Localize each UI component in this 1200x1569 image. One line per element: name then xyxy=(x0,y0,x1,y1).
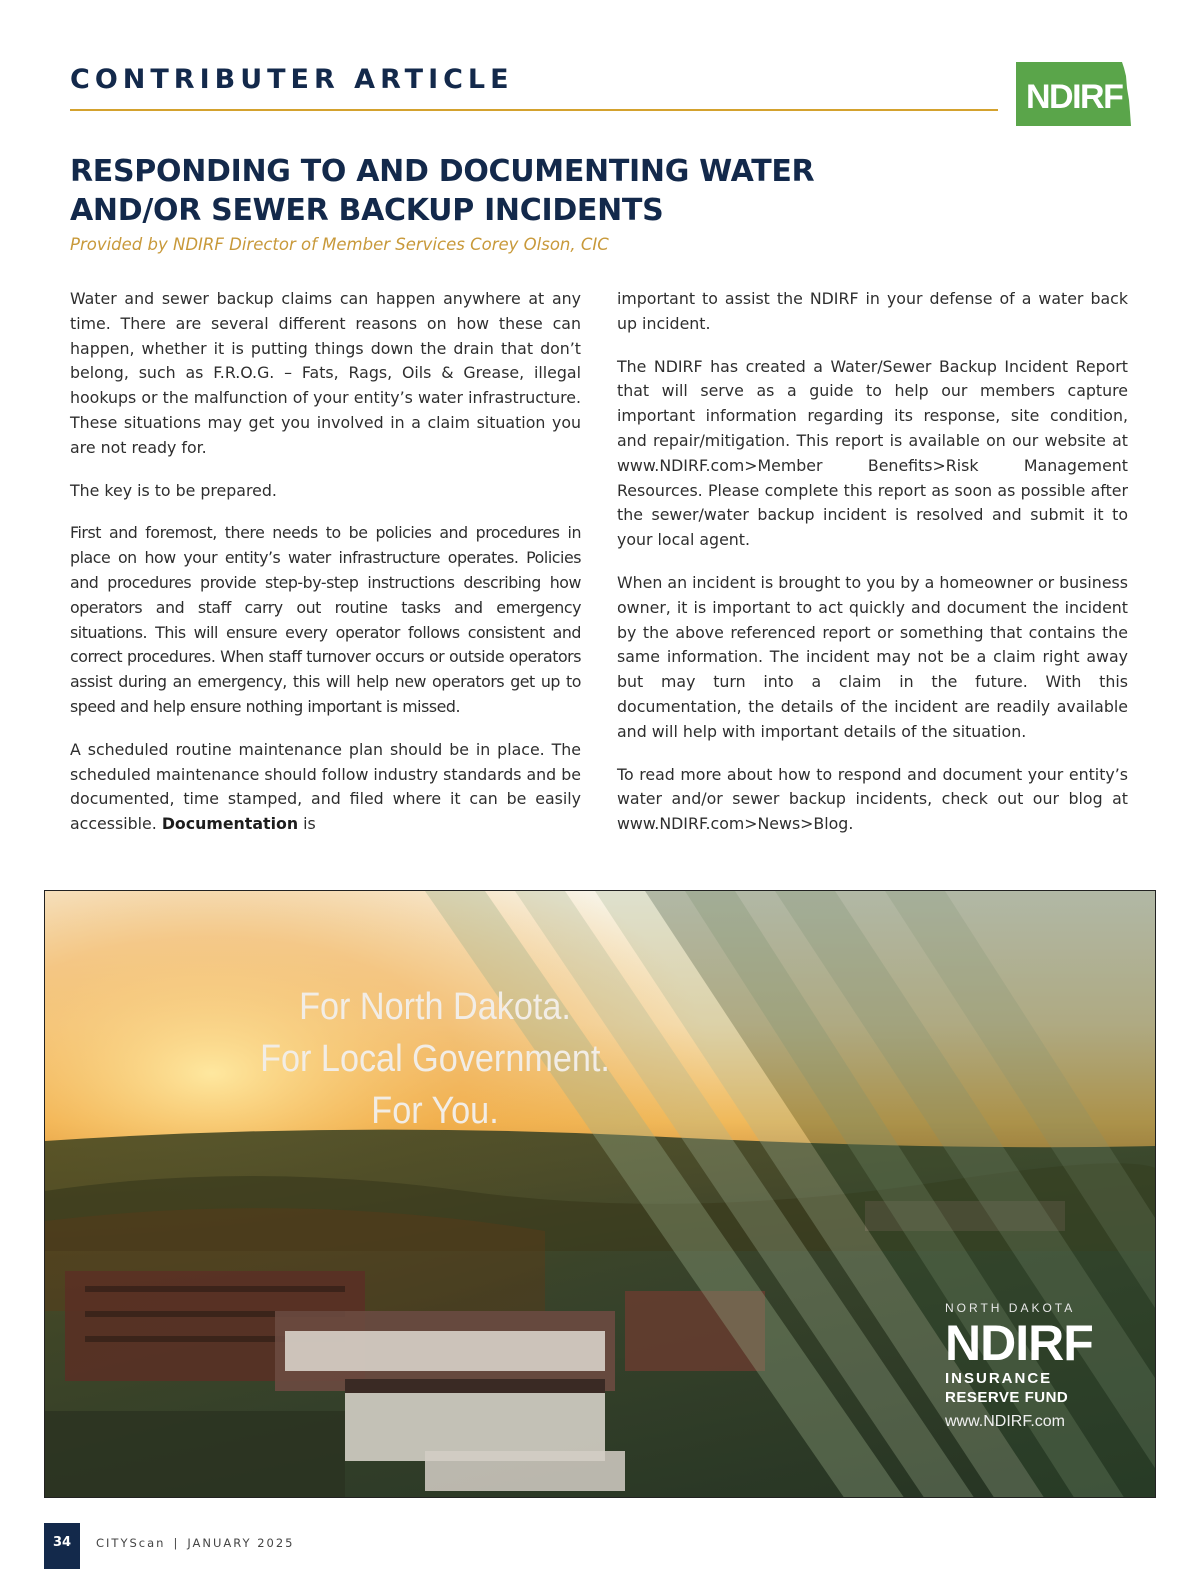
tagline-line-2: For Local Government. xyxy=(260,1038,610,1080)
article-title xyxy=(70,152,930,230)
tagline-line-1: For North Dakota. xyxy=(299,986,571,1028)
footer-publication xyxy=(96,1536,294,1550)
ndirf-logo[interactable] xyxy=(1014,60,1132,128)
paragraph: The key is to be prepared. xyxy=(70,480,277,500)
paragraph: The NDIRF has created a Water/Sewer Backup Incident Report that will serve as a guide to help our members capture important information regarding its response, site condition, and repair/mitigation. This report is available on our website at www.NDIRF.com>Member Benefits>Risk Management Resources. Please complete this report as soon as possible after the sewer/water backup incident is resolved and submit it to your local agent. xyxy=(617,356,1128,550)
bold-term: Documentation xyxy=(161,814,299,834)
article-column-right xyxy=(617,287,1128,837)
section-divider xyxy=(70,109,998,111)
paragraph: First and foremost, there needs to be policies and procedures in place on how your entity’s water infrastructure operates. Policies and procedures provide step-by-step instructions describing how operators and staff carry out routine tasks and emergency situations. This will ensure every operator follows consistent and correct procedures. When staff turnover occurs or outside operators assist during an emergency, this will help new operators get up to speed and help ensure nothing important is missed. xyxy=(70,523,581,716)
page-number: 34 xyxy=(44,1523,80,1569)
paragraph: When an incident is brought to you by a homeowner or business owner, it is important to act quickly and document the incident by the above referenced report or something that contains the same information. The incident may not be a claim right away but may turn into a claim in the future. With this documentation, the details of the incident are readily available and will help with important details of the situation. xyxy=(617,572,1128,741)
logo-text: NDIRF xyxy=(1026,78,1123,116)
title-line-2: AND/OR SEWER BACKUP INCIDENTS xyxy=(70,193,664,228)
paragraph: Water and sewer backup claims can happen anywhere at any time. There are several different reasons on how these can happen, whether it is putting things down the drain that don’t belong, such as F.R.O.G. – Fats, Rags, Oils & Grease, illegal hookups or the malfunction of your entity’s water infrastructure. These situations may get you involved in a claim situation you are not ready for. xyxy=(70,289,581,457)
paragraph: To read more about how to respond and document your entity’s water and/or sewer backup incidents, check out our blog at www.NDIRF.com>News>Blog. xyxy=(617,764,1128,834)
issue-date: JANUARY 2025 xyxy=(187,1536,295,1550)
byline: Provided by NDIRF Director of Member Services Corey Olson, CIC xyxy=(70,235,609,254)
north-dakota-shape-icon xyxy=(1014,60,1132,128)
logo-mark: NDIRF xyxy=(945,1315,1093,1371)
publication-name: CITYScan xyxy=(96,1536,166,1550)
logo-state-label: NORTH DAKOTA xyxy=(945,1301,1076,1315)
article-column-left xyxy=(70,287,581,837)
paragraph xyxy=(70,738,581,837)
ndirf-advertisement[interactable] xyxy=(44,890,1156,1498)
logo-url[interactable]: www.NDIRF.com xyxy=(945,1413,1066,1430)
logo-line-1: INSURANCE xyxy=(945,1370,1053,1387)
footer-separator: | xyxy=(173,1536,180,1550)
section-label: CONTRIBUTER ARTICLE xyxy=(70,64,514,95)
logo-line-2: RESERVE FUND xyxy=(945,1389,1069,1406)
ad-tagline xyxy=(84,981,786,1137)
paragraph: important to assist the NDIRF in your defense of a water back up incident. xyxy=(617,289,1128,333)
paragraph-text: is xyxy=(303,814,316,834)
ad-ndirf-logo xyxy=(945,1301,1095,1431)
tagline-line-3: For You. xyxy=(371,1090,499,1132)
paragraph-text: A scheduled routine maintenance plan should be in place. The scheduled maintenance should follow industry standards and be documented, time stamped, and filed where it can be easily accessible. xyxy=(70,739,581,834)
title-line-1: RESPONDING TO AND DOCUMENTING WATER xyxy=(70,154,815,189)
